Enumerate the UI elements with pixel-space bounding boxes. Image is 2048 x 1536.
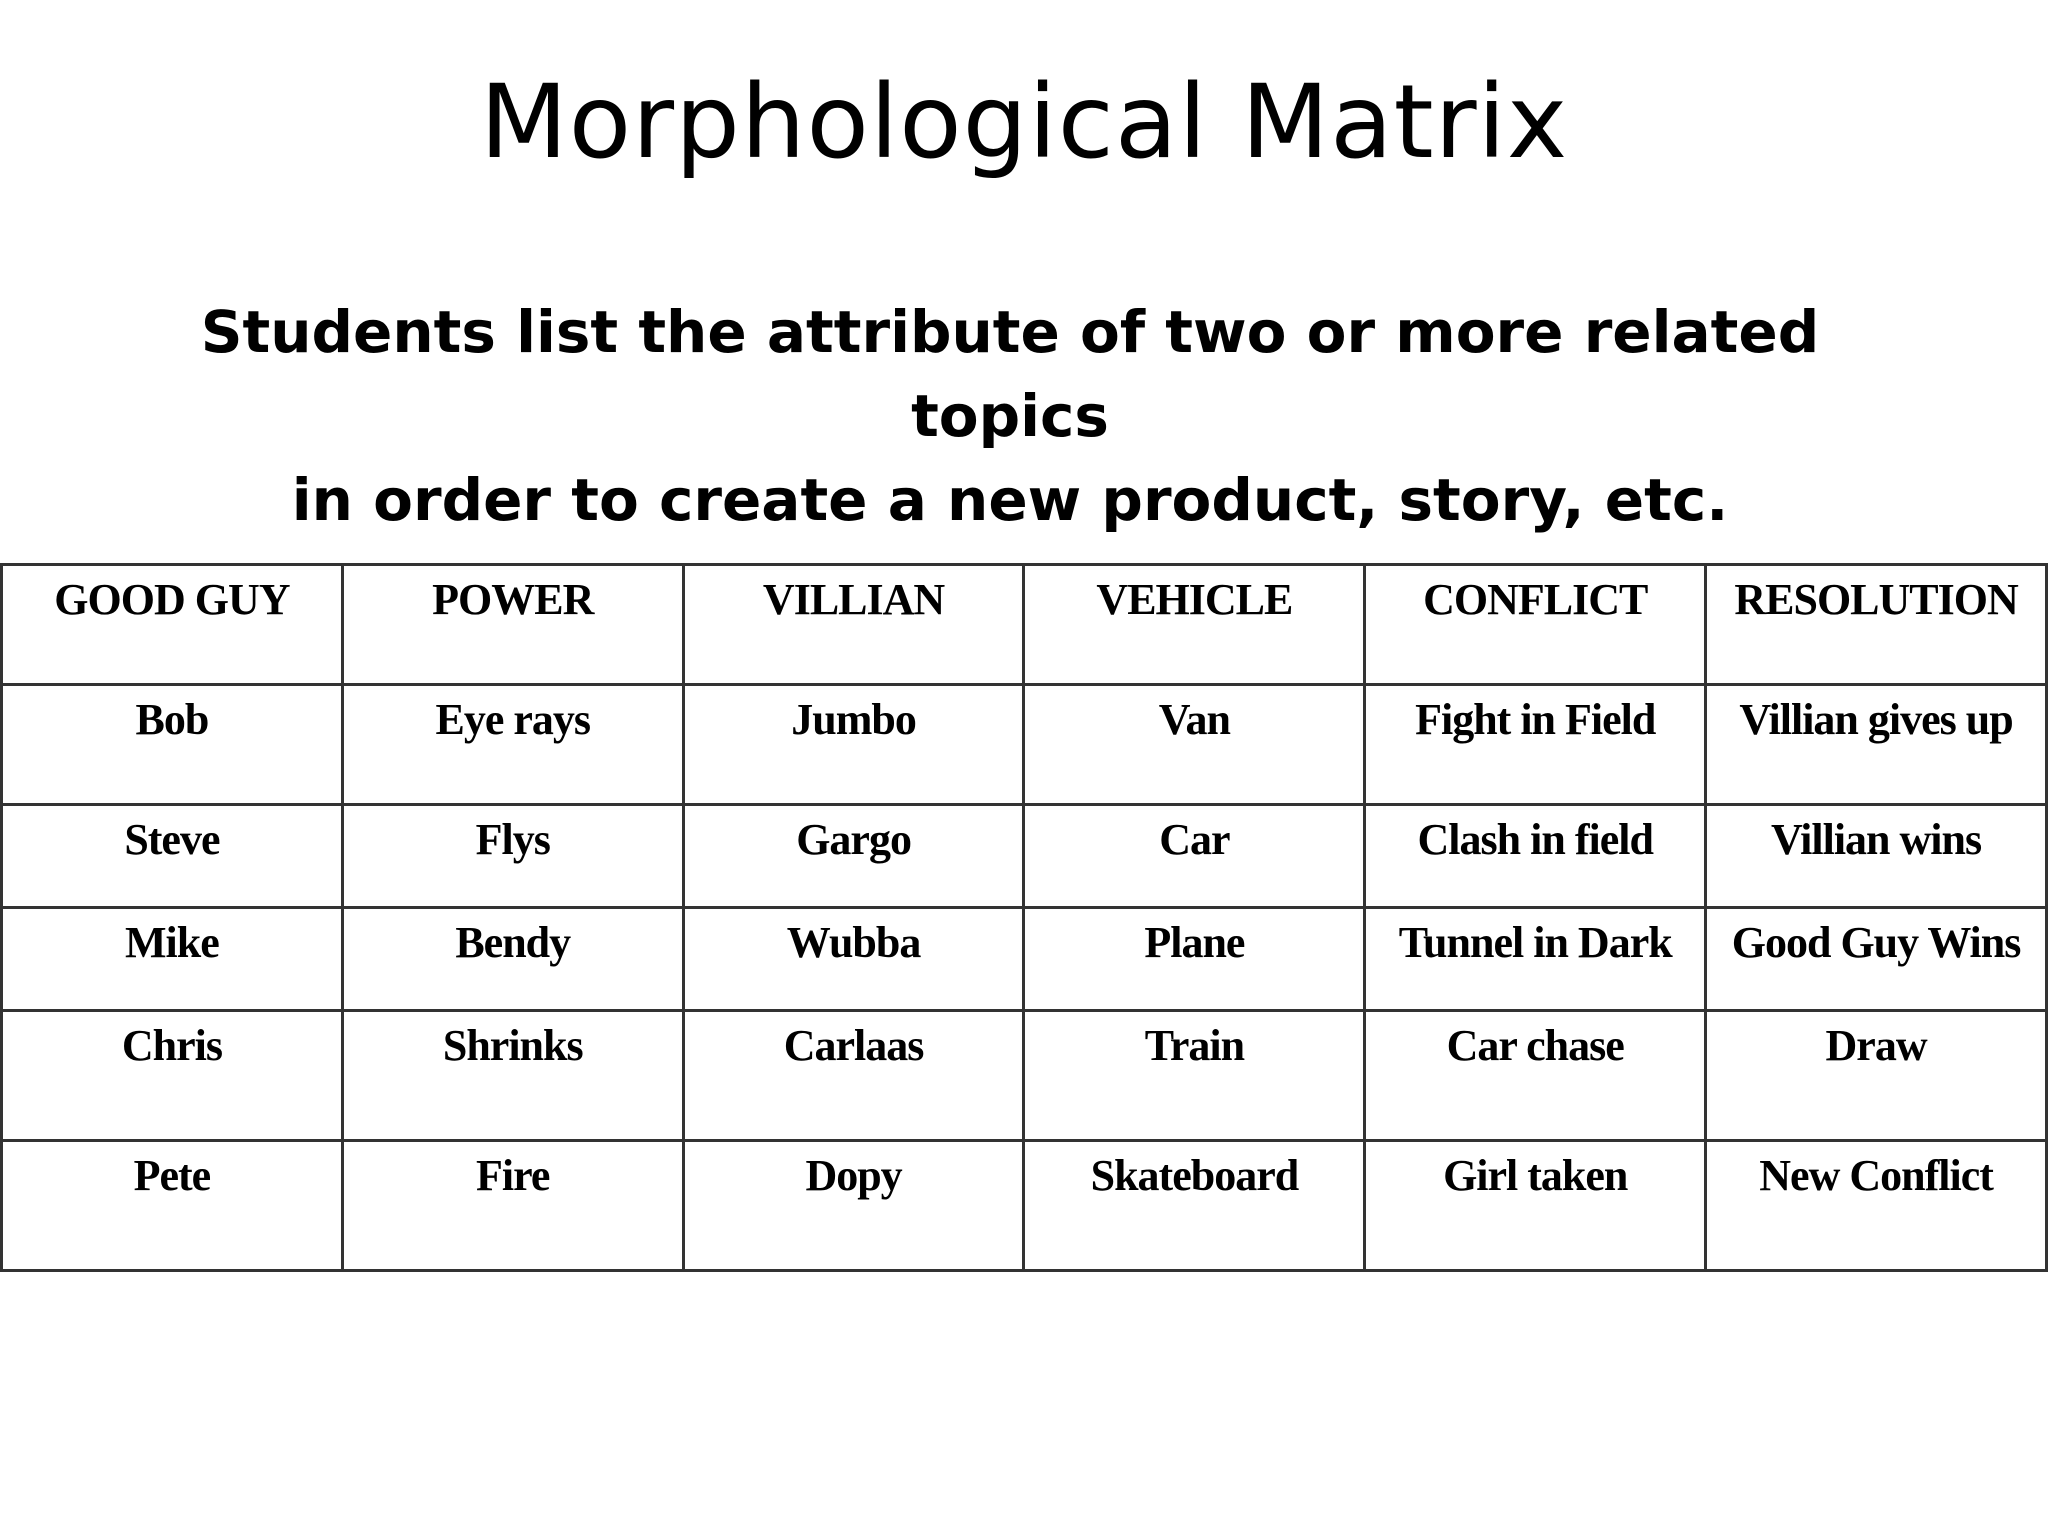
table-cell: Eye rays bbox=[342, 685, 683, 805]
table-cell: Bob bbox=[2, 685, 343, 805]
slide-title: Morphological Matrix bbox=[479, 63, 1569, 182]
table-row bbox=[2, 908, 2047, 1011]
table-cell: Tunnel in Dark bbox=[1365, 908, 1706, 1011]
table-cell: Steve bbox=[2, 805, 343, 908]
subtitle bbox=[150, 290, 1870, 542]
table-cell: Carlaas bbox=[683, 1011, 1024, 1141]
column-header-power: POWER bbox=[342, 565, 683, 685]
table-cell: Van bbox=[1024, 685, 1365, 805]
table-cell: Good Guy Wins bbox=[1706, 908, 2047, 1011]
table-cell: Gargo bbox=[683, 805, 1024, 908]
table-cell: Chris bbox=[2, 1011, 343, 1141]
column-header-good-guy: GOOD GUY bbox=[2, 565, 343, 685]
table-cell: Bendy bbox=[342, 908, 683, 1011]
table-cell: Villian gives up bbox=[1706, 685, 2047, 805]
table-cell: Dopy bbox=[683, 1141, 1024, 1271]
column-header-villian: VILLIAN bbox=[683, 565, 1024, 685]
table-cell: Fire bbox=[342, 1141, 683, 1271]
table-cell: Wubba bbox=[683, 908, 1024, 1011]
table-cell: Villian wins bbox=[1706, 805, 2047, 908]
column-header-conflict: CONFLICT bbox=[1365, 565, 1706, 685]
table-row bbox=[2, 685, 2047, 805]
table-cell: Plane bbox=[1024, 908, 1365, 1011]
table-cell: Car bbox=[1024, 805, 1365, 908]
morphological-matrix-table bbox=[0, 563, 2048, 1272]
table-row bbox=[2, 1141, 2047, 1271]
table-cell: Car chase bbox=[1365, 1011, 1706, 1141]
table-cell: Pete bbox=[2, 1141, 343, 1271]
table-cell: Train bbox=[1024, 1011, 1365, 1141]
table-cell: Jumbo bbox=[683, 685, 1024, 805]
table-row bbox=[2, 805, 2047, 908]
column-header-resolution: RESOLUTION bbox=[1706, 565, 2047, 685]
table-cell: Draw bbox=[1706, 1011, 2047, 1141]
table-cell: Shrinks bbox=[342, 1011, 683, 1141]
subtitle-line-1: Students list the attribute of two or more related topics bbox=[200, 298, 1820, 450]
table-cell: Mike bbox=[2, 908, 343, 1011]
table-cell: New Conflict bbox=[1706, 1141, 2047, 1271]
table-cell: Flys bbox=[342, 805, 683, 908]
table-header-row bbox=[2, 565, 2047, 685]
table-row bbox=[2, 1011, 2047, 1141]
table-cell: Fight in Field bbox=[1365, 685, 1706, 805]
subtitle-line-2: in order to create a new product, story, etc. bbox=[291, 466, 1729, 534]
table-cell: Girl taken bbox=[1365, 1141, 1706, 1271]
table-cell: Skateboard bbox=[1024, 1141, 1365, 1271]
column-header-vehicle: VEHICLE bbox=[1024, 565, 1365, 685]
table-cell: Clash in field bbox=[1365, 805, 1706, 908]
